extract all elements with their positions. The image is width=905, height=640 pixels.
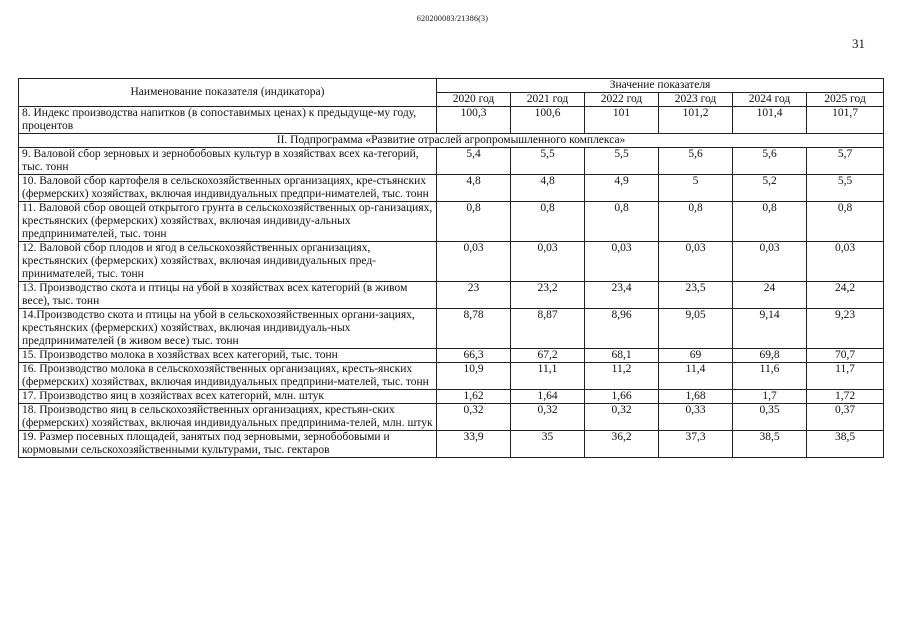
indicator-value: 5,4 [437,148,511,175]
indicator-value: 11,4 [659,363,733,390]
indicator-value: 0,37 [807,404,884,431]
indicator-value: 5,2 [733,175,807,202]
indicator-value: 0,03 [511,242,585,282]
indicator-value: 0,35 [733,404,807,431]
indicator-value: 1,68 [659,390,733,404]
indicator-value: 5,5 [807,175,884,202]
table-row [19,148,884,175]
col-header-year: 2020 год [437,93,511,107]
indicator-value: 5,5 [585,148,659,175]
indicator-value: 23 [437,282,511,309]
indicator-value: 0,8 [585,202,659,242]
indicator-value: 0,32 [511,404,585,431]
indicator-value: 100,6 [511,107,585,134]
indicator-value: 70,7 [807,349,884,363]
indicator-value: 11,2 [585,363,659,390]
col-header-year: 2024 год [733,93,807,107]
indicator-value: 5,6 [733,148,807,175]
indicator-value: 37,3 [659,431,733,458]
indicator-value: 8,96 [585,309,659,349]
indicator-value: 9,14 [733,309,807,349]
indicator-value: 0,8 [807,202,884,242]
indicator-value: 8,78 [437,309,511,349]
table-row [19,242,884,282]
indicator-name: 12. Валовой сбор плодов и ягод в сельскохозяйственных организациях, крестьянских (фермерских) хозяйствах, включая индивидуальных пред-принимателей, тыс. тонн [19,242,437,282]
table-row [19,431,884,458]
table-row [19,107,884,134]
indicator-value: 1,72 [807,390,884,404]
indicator-value: 0,03 [585,242,659,282]
indicator-value: 8,87 [511,309,585,349]
table-row [19,390,884,404]
indicator-value: 9,23 [807,309,884,349]
indicator-value: 101,7 [807,107,884,134]
indicator-name: 11. Валовой сбор овощей открытого грунта в сельскохозяйственных ор-ганизациях, крестьянских (фермерских) хозяйствах, включая индивиду-альных предпринимателей, тыс. тонн [19,202,437,242]
indicator-value: 101 [585,107,659,134]
indicator-value: 9,05 [659,309,733,349]
table-body [19,107,884,458]
indicator-value: 11,1 [511,363,585,390]
indicator-value: 0,03 [733,242,807,282]
table-row [19,404,884,431]
indicator-value: 35 [511,431,585,458]
indicator-name: 19. Размер посевных площадей, занятых под зерновыми, зернобобовыми и кормовыми сельскохозяйственными культурами, тыс. гектаров [19,431,437,458]
indicator-value: 0,8 [733,202,807,242]
indicator-value: 36,2 [585,431,659,458]
indicator-name: 18. Производство яиц в сельскохозяйственных организациях, крестьян-ских (фермерских) хозяйствах, включая индивидуальных предпринима-телей, млн. штук [19,404,437,431]
indicator-value: 38,5 [733,431,807,458]
table-row [19,363,884,390]
col-header-year: 2022 год [585,93,659,107]
indicator-name: 14.Производство скота и птицы на убой в сельскохозяйственных органи-зациях, крестьянских (фермерских) хозяйствах, включая индивидуаль-ных предпринимателей (в живом весе) тыс. тонн [19,309,437,349]
indicator-value: 23,2 [511,282,585,309]
indicator-value: 68,1 [585,349,659,363]
indicator-value: 69,8 [733,349,807,363]
table-row [19,349,884,363]
col-header-values: Значение показателя [437,79,884,93]
indicator-value: 0,32 [585,404,659,431]
indicator-name: 15. Производство молока в хозяйствах всех категорий, тыс. тонн [19,349,437,363]
indicator-name: 16. Производство молока в сельскохозяйственных организациях, кресть-янских (фермерских) хозяйствах, включая индивидуальных предприни-мателей, тыс. тонн [19,363,437,390]
indicator-value: 5,6 [659,148,733,175]
indicator-value: 1,7 [733,390,807,404]
col-header-year: 2025 год [807,93,884,107]
indicator-value: 69 [659,349,733,363]
section-row [19,134,884,148]
indicator-value: 0,03 [659,242,733,282]
indicator-value: 11,6 [733,363,807,390]
indicator-value: 24,2 [807,282,884,309]
indicator-value: 1,64 [511,390,585,404]
indicator-value: 24 [733,282,807,309]
indicator-name: 17. Производство яиц в хозяйствах всех категорий, млн. штук [19,390,437,404]
indicator-value: 0,33 [659,404,733,431]
page-number: 31 [852,36,865,51]
indicator-value: 5 [659,175,733,202]
indicator-value: 23,5 [659,282,733,309]
indicator-value: 0,8 [659,202,733,242]
indicator-value: 4,8 [437,175,511,202]
indicator-value: 1,62 [437,390,511,404]
indicator-name: 13. Производство скота и птицы на убой в хозяйствах всех категорий (в живом весе), тыс. тонн [19,282,437,309]
indicator-name: 9. Валовой сбор зерновых и зернобобовых культур в хозяйствах всех ка-тегорий, тыс. тонн [19,148,437,175]
indicator-value: 1,66 [585,390,659,404]
indicator-value: 0,8 [511,202,585,242]
indicator-value: 23,4 [585,282,659,309]
indicator-value: 0,8 [437,202,511,242]
table-row [19,175,884,202]
col-header-year: 2021 год [511,93,585,107]
col-header-name: Наименование показателя (индикатора) [19,79,437,107]
indicator-value: 101,2 [659,107,733,134]
indicator-value: 4,8 [511,175,585,202]
section-title: II. Подпрограмма «Развитие отраслей агропромышленного комплекса» [19,134,884,148]
indicator-value: 101,4 [733,107,807,134]
indicator-value: 67,2 [511,349,585,363]
indicator-value: 5,5 [511,148,585,175]
indicator-value: 5,7 [807,148,884,175]
col-header-year: 2023 год [659,93,733,107]
indicator-value: 4,9 [585,175,659,202]
indicator-value: 0,32 [437,404,511,431]
indicator-value: 10,9 [437,363,511,390]
indicator-value: 38,5 [807,431,884,458]
indicator-value: 66,3 [437,349,511,363]
table-row [19,282,884,309]
indicator-value: 11,7 [807,363,884,390]
table-row [19,309,884,349]
indicator-value: 33,9 [437,431,511,458]
indicator-name: 8. Индекс производства напитков (в сопоставимых ценах) к предыдуще-му году, процентов [19,107,437,134]
header-row-top [19,79,884,93]
indicator-value: 0,03 [807,242,884,282]
table-row [19,202,884,242]
indicator-name: 10. Валовой сбор картофеля в сельскохозяйственных организациях, кре-стьянских (фермерских) хозяйствах, включая индивидуальных предпри-нимателей, тыс. тонн [19,175,437,202]
indicator-value: 100,3 [437,107,511,134]
indicator-value: 0,03 [437,242,511,282]
indicators-table [18,78,884,458]
document-id: 620200083/21386(3) [416,14,489,23]
